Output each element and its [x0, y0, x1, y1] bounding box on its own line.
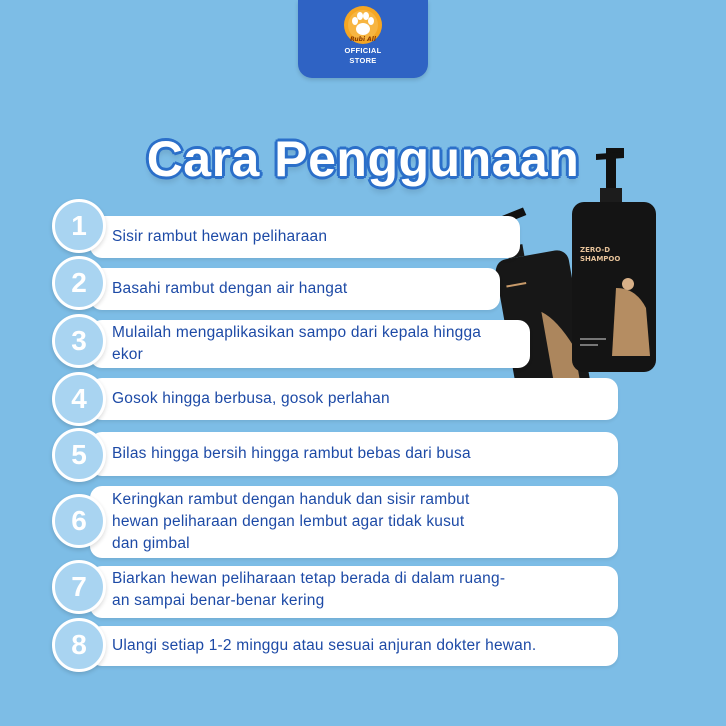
product-name-line-1: ZERO-D — [580, 246, 611, 254]
step-1-number: 1 — [52, 199, 106, 253]
page-title: Cara Penggunaan — [146, 131, 580, 187]
step-6-text — [112, 489, 470, 555]
step-5-number: 5 — [52, 428, 106, 482]
brand-text: Rubi All — [350, 36, 376, 43]
step-7-text — [112, 568, 505, 612]
step-6-line-3: dan gimbal — [112, 535, 190, 552]
step-3-number: 3 — [52, 314, 106, 368]
paw-icon — [342, 4, 384, 46]
step-5-text: Bilas hingga bersih hingga rambut bebas dari busa — [112, 445, 471, 462]
step-2-text: Basahi rambut dengan air hangat — [112, 280, 348, 297]
step-3-line-1: Mulailah mengaplikasikan sampo dari kepala hingga — [112, 324, 482, 341]
product-name-line-2: SHAMPOO — [580, 255, 621, 263]
step-7-line-2: an sampai benar-benar kering — [112, 592, 325, 609]
step-8-number: 8 — [52, 618, 106, 672]
step-6-line-1: Keringkan rambut dengan handuk dan sisir rambut — [112, 491, 470, 508]
step-4-number: 4 — [52, 372, 106, 426]
step-7-line-1: Biarkan hewan peliharaan tetap berada di dalam ruang- — [112, 570, 506, 587]
step-6-number: 6 — [52, 494, 106, 548]
badge-line-2: STORE — [349, 56, 377, 65]
step-7-number: 7 — [52, 560, 106, 614]
step-1-text: Sisir rambut hewan peliharaan — [112, 228, 328, 245]
step-4-text: Gosok hingga berbusa, gosok perlahan — [112, 390, 390, 407]
badge-line-1: OFFICIAL — [344, 46, 382, 55]
official-store-badge — [298, 0, 428, 78]
step-6-line-2: hewan peliharaan dengan lembut agar tidak kusut — [112, 513, 465, 530]
step-3-text — [112, 322, 481, 366]
step-8-text: Ulangi setiap 1-2 minggu atau sesuai anjuran dokter hewan. — [112, 637, 537, 654]
step-2-number: 2 — [52, 256, 106, 310]
step-3-line-2: ekor — [112, 346, 143, 363]
